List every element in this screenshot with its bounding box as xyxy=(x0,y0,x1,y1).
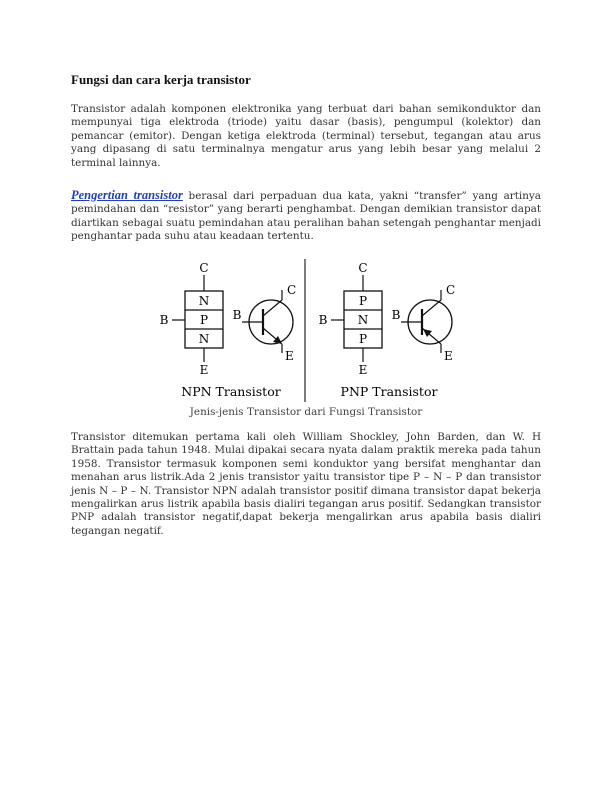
pnp-symbol-collector xyxy=(422,300,441,316)
paragraph-definition-text: berasal dari perpaduan dua kata, yakni “transfer” yang artinya pemindahan dan “resistor” yang berarti penghambat. Dengan demikian transistor dapat diartikan sebagai suatu pemindahan atau peralihan bahan setengah penghantar menjadi penghantar pada suhu atau keadaan tertentu. xyxy=(71,190,541,243)
pnp-terminal-e: E xyxy=(358,363,368,377)
figure-caption: Jenis-jenis Transistor dari Fungsi Transistor xyxy=(189,406,423,418)
pengertian-transistor-link[interactable]: Pengertian transistor xyxy=(71,188,183,202)
npn-symbol xyxy=(233,283,297,363)
npn-symbol-e: E xyxy=(285,349,294,363)
npn-symbol-b: B xyxy=(232,308,242,322)
pnp-symbol-b: B xyxy=(391,308,401,322)
npn-layer-diagram xyxy=(160,261,223,377)
transistor-diagram xyxy=(152,256,462,404)
pnp-label: PNP Transistor xyxy=(340,384,438,399)
pnp-layer-2: N xyxy=(357,313,369,327)
pnp-terminal-b: B xyxy=(318,313,328,327)
pnp-layer-3: P xyxy=(358,332,368,346)
npn-layer-1: N xyxy=(198,294,210,308)
pnp-symbol xyxy=(392,283,456,363)
pnp-symbol-e: E xyxy=(444,349,453,363)
npn-symbol-collector xyxy=(263,300,282,316)
npn-terminal-c: C xyxy=(199,261,209,275)
transistor-figure xyxy=(152,256,462,404)
npn-layer-2: P xyxy=(199,313,209,327)
pnp-terminal-c: C xyxy=(358,261,368,275)
npn-label: NPN Transistor xyxy=(181,384,281,399)
npn-layer-3: N xyxy=(198,332,210,346)
pnp-layer-diagram xyxy=(319,261,382,377)
paragraph-history: Transistor ditemukan pertama kali oleh William Shockley, John Barden, dan W. H Brattain pada tahun 1948. Mulai dipakai secara nyata dalam praktik mereka pada tahun 1958. Transistor termasuk komponen semi konduktor yang bersifat menghantar dan menahan arus listrik.Ada 2 jenis transistor yaitu transistor tipe P – N – P dan transistor jenis N – P – N. Transistor NPN adalah transistor positif dimana transistor dapat bekerja mengalirkan arus listrik apabila basis dialiri tegangan arus positif. Sedangkan transistor PNP adalah transistor negatif,dapat bekerja mengalirkan arus apabila basis dialiri tegangan negatif. xyxy=(71,431,541,537)
document-title: Fungsi dan cara kerja transistor xyxy=(71,72,251,87)
npn-symbol-c: C xyxy=(287,283,297,297)
npn-terminal-e: E xyxy=(199,363,209,377)
paragraph-intro: Transistor adalah komponen elektronika yang terbuat dari bahan semikonduktor dan mempunyai tiga elektroda (triode) yaitu dasar (basis), pengumpul (kolektor) dan pemancar (emitor). Dengan ketiga elektroda (terminal) tersebut, tegangan atau arus yang dipasang di satu terminalnya mengatur arus yang lebih besar yang melalui 2 terminal lainnya. xyxy=(71,103,541,169)
pnp-symbol-c: C xyxy=(446,283,456,297)
npn-terminal-b: B xyxy=(159,313,169,327)
paragraph-definition xyxy=(71,189,541,244)
pnp-layer-1: P xyxy=(358,294,368,308)
